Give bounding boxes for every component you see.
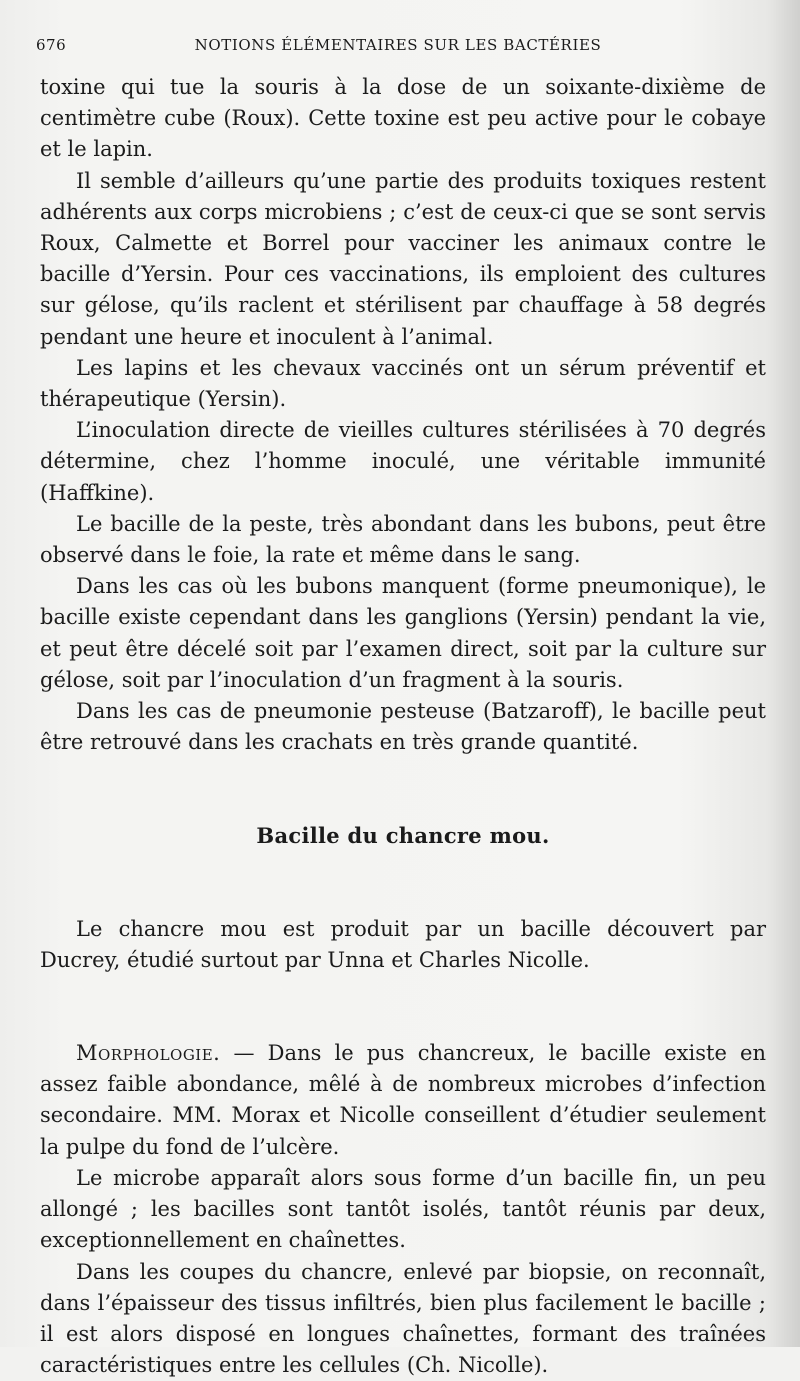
spacer (40, 758, 766, 820)
paragraph-chancre-mou: Le chancre mou est produit par un bacille découvert par Ducrey, étudié surtout par Unna et Charles Nicolle. (40, 914, 766, 976)
paragraph-bacille-peste: Le bacille de la peste, très abondant dans les bubons, peut être observé dans le foie, la rate et même dans le sang. (40, 509, 766, 571)
paragraph-toxine: toxine qui tue la souris à la dose de un soixante-dixième de centimètre cube (Roux). Cette toxine est peu active pour le cobaye et le lapin. (40, 72, 766, 166)
running-head (36, 30, 760, 60)
paragraph-forme-pneumonique: Dans les cas où les bubons manquent (forme pneumonique), le bacille existe cependant dans les ganglions (Yersin) pendant la vie, et peut être décelé soit par l’examen direct, soit par la culture sur gélose, soit par l’inoculation d’un fragment à la souris. (40, 571, 766, 696)
paragraph-serum: Les lapins et les chevaux vaccinés ont un sérum préventif et thérapeutique (Yersin). (40, 353, 766, 415)
body-text (40, 72, 766, 1381)
spacer (40, 976, 766, 1038)
page-number: 676 (36, 36, 66, 54)
morphologie-lead: Morphologie. (76, 1041, 220, 1065)
paragraph-coupes: Dans les coupes du chancre, enlevé par biopsie, on reconnaît, dans l’épaisseur des tissus infiltrés, bien plus facilement le bacille ; il est alors disposé en longues chaînettes, formant des traînées caractéristiques entre les cellules (Ch. Nicolle). (40, 1257, 766, 1381)
paragraph-pneumonie-pesteuse: Dans les cas de pneumonie pesteuse (Batzaroff), le bacille peut être retrouvé dans les crachats en très grande quantité. (40, 696, 766, 758)
section-heading: Bacille du chancre mou. (40, 820, 766, 851)
running-title: NOTIONS ÉLÉMENTAIRES SUR LES BACTÉRIES (36, 36, 760, 54)
spacer (40, 852, 766, 914)
morphologie-text: — Dans le pus chancreux, le bacille existe en assez faible abondance, mêlé à de nombreux microbes d’infection secondaire. MM. Morax et Nicolle conseillent d’étudier seulement la pulpe du fond de l’ulcère. (40, 1041, 766, 1159)
paragraph-produits-toxiques: Il semble d’ailleurs qu’une partie des produits toxiques restent adhérents aux corps microbiens ; c’est de ceux-ci que se sont servis Roux, Calmette et Borrel pour vacciner les animaux contre le bacille d’Yersin. Pour ces vaccinations, ils emploient des cultures sur gélose, qu’ils raclent et stérilisent par chauffage à 58 degrés pendant une heure et inoculent à l’animal. (40, 166, 766, 353)
paragraph-morphologie (40, 1038, 766, 1163)
paragraph-microbe: Le microbe apparaît alors sous forme d’un bacille fin, un peu allongé ; les bacilles sont tantôt isolés, tantôt réunis par deux, exceptionnellement en chaînettes. (40, 1163, 766, 1257)
paragraph-inoculation: L’inoculation directe de vieilles cultures stérilisées à 70 degrés détermine, chez l’homme inoculé, une véritable immunité (Haffkine). (40, 415, 766, 509)
